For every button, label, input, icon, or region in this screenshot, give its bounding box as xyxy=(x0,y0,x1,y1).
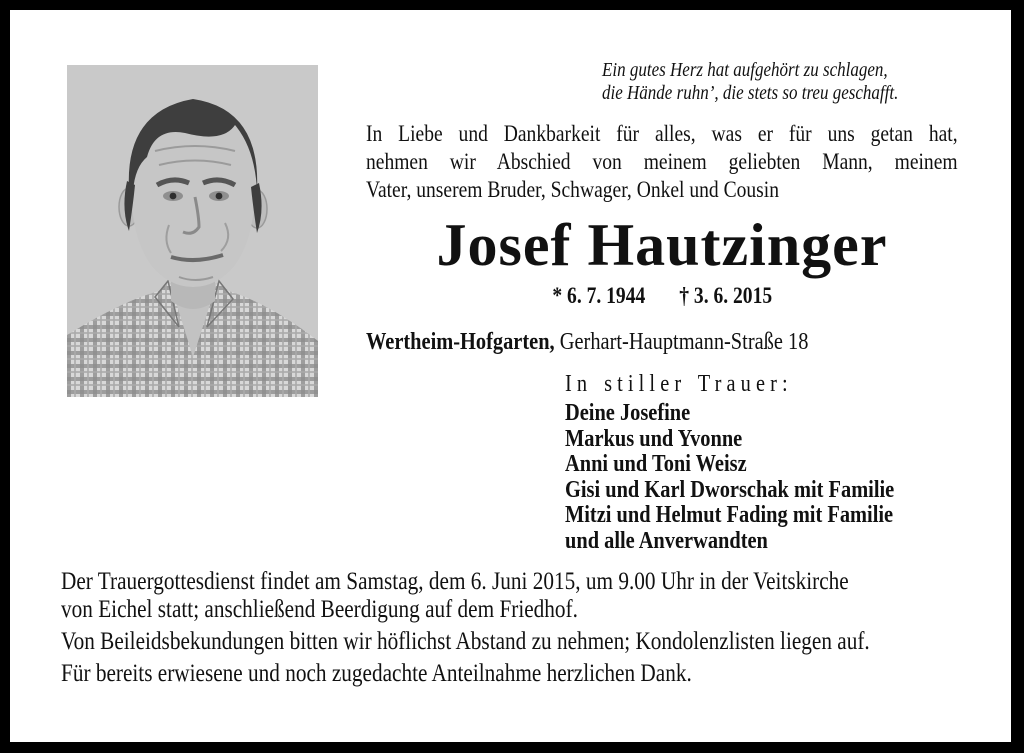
epitaph xyxy=(602,59,951,105)
thanks-note: Für bereits erwiesene und noch zugedachte Anteilnahme herzlichen Dank. xyxy=(61,660,692,687)
mourners-list xyxy=(565,401,952,554)
address-place: Wertheim-Hofgarten, xyxy=(366,329,555,355)
life-dates xyxy=(366,282,958,310)
intro-line: nehmen wir Abschied von meinem geliebten Mann, meinem xyxy=(366,149,958,174)
address-line xyxy=(366,328,887,356)
mourner-name: Anni und Toni Weisz xyxy=(565,451,747,477)
epitaph-line-2: die Hände ruhn’, die stets so treu geschafft. xyxy=(602,82,899,104)
condolence-note: Von Beileidsbekundungen bitten wir höflichst Abstand zu nehmen; Kondolenzlisten liegen auf. xyxy=(61,628,870,655)
death-date: † 3. 6. 2015 xyxy=(679,283,772,308)
mourner-name: Gisi und Karl Dworschak mit Familie xyxy=(565,476,895,503)
service-info-line: von Eichel statt; anschließend Beerdigung auf dem Friedhof. xyxy=(61,596,578,623)
service-info-line: Der Trauergottesdienst findet am Samstag, dem 6. Juni 2015, um 9.00 Uhr in der Veitskirche xyxy=(61,568,849,595)
mourner-name: Mitzi und Helmut Fading mit Familie xyxy=(565,502,894,528)
epitaph-line-1: Ein gutes Herz hat aufgehört zu schlagen, xyxy=(602,59,888,81)
funeral-information xyxy=(61,568,1012,688)
portrait-photo xyxy=(67,65,318,397)
intro-line: In Liebe und Dankbarkeit für alles, was er für uns getan hat, xyxy=(366,121,958,146)
mourner-name: Deine Josefine xyxy=(565,400,691,426)
mourner-name: und alle Anverwandten xyxy=(565,527,768,554)
intro-paragraph xyxy=(366,120,1024,204)
address-street: Gerhart-Hauptmann-Straße 18 xyxy=(554,329,809,355)
intro-line: Vater, unserem Bruder, Schwager, Onkel und Cousin xyxy=(366,177,779,202)
deceased-name: Josef Hautzinger xyxy=(436,212,888,278)
mourning-heading: In stiller Trauer: xyxy=(565,371,793,397)
birth-date: * 6. 7. 1944 xyxy=(552,283,645,308)
mourner-name: Markus und Yvonne xyxy=(565,425,743,452)
